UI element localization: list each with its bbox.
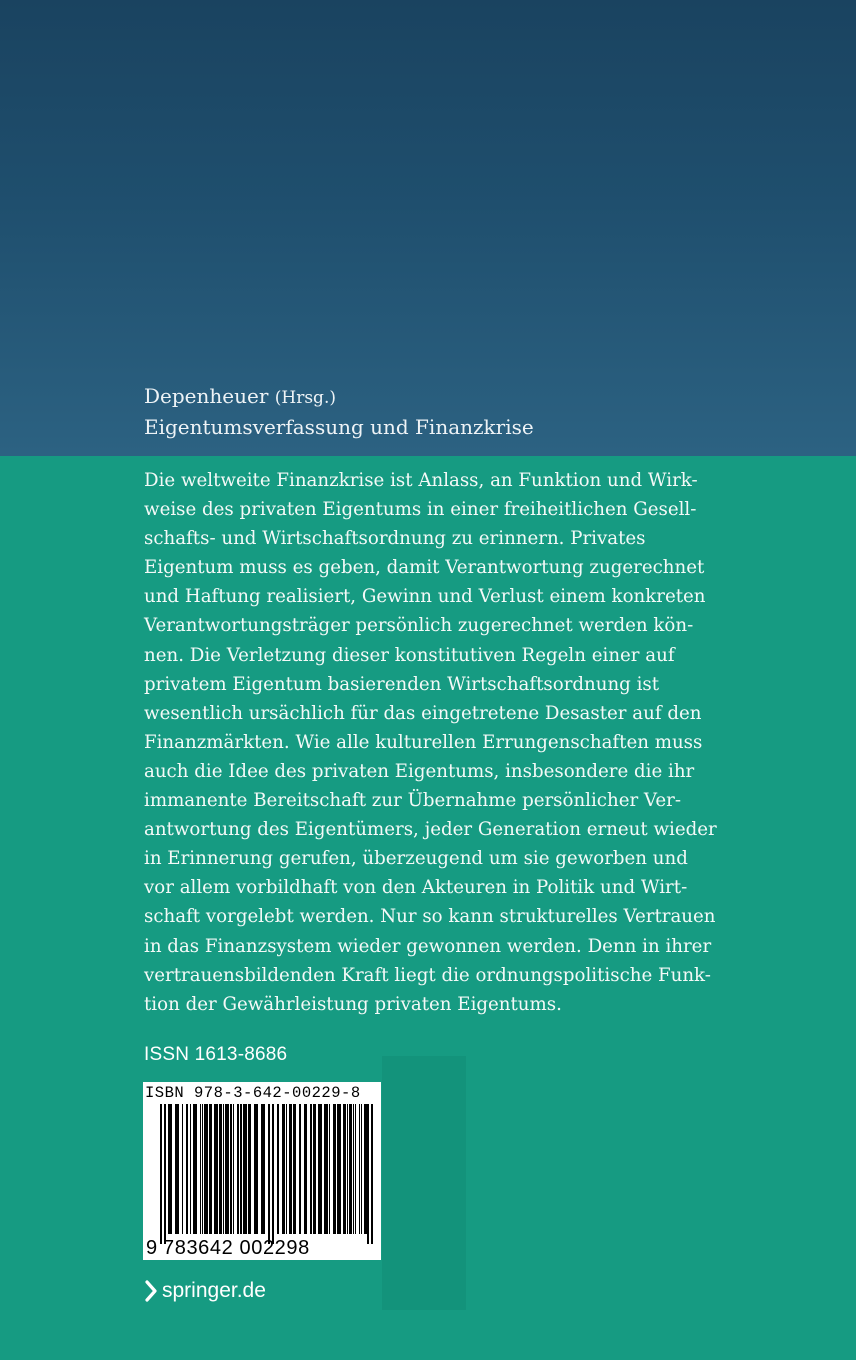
blurb-line: privatem Eigentum basierenden Wirtschaftsordnung ist (144, 673, 660, 695)
issn-label: ISSN 1613-8686 (144, 1044, 288, 1065)
isbn-barcode (143, 1082, 381, 1260)
blurb-line: Finanzmärkten. Wie alle kulturellen Errungenschaften muss (144, 731, 703, 753)
book-header (144, 382, 784, 442)
ean-first-digit: 9 (146, 1237, 158, 1259)
ean-digits: 783642 002298 (163, 1237, 310, 1259)
blurb-line: immanente Bereitschaft zur Übernahme persönlicher Ver- (144, 790, 682, 812)
blurb-line: wesentlich ursächlich für das eingetretene Desaster auf den (144, 702, 702, 724)
blurb-text (144, 466, 716, 1019)
barcode-bars (143, 1082, 381, 1260)
barcode-shadow (382, 1056, 466, 1310)
blurb-line: schafts- und Wirtschaftsordnung zu erinnern. Privates (144, 528, 646, 550)
blurb-line: auch die Idee des privaten Eigentums, insbesondere die ihr (144, 760, 695, 782)
blurb-line: und Haftung realisiert, Gewinn und Verlust einem konkreten (144, 586, 706, 608)
chevron-right-icon (144, 1280, 158, 1302)
editor-role: (Hrsg.) (274, 388, 336, 408)
isbn-text: ISBN 978-3-642-00229-8 (145, 1084, 361, 1102)
blurb-line: antwortung des Eigentümers, jeder Generation erneut wieder (144, 819, 717, 841)
blurb-line: weise des privaten Eigentums in einer freiheitlichen Gesell- (144, 499, 697, 521)
blurb-line: schaft vorgelebt werden. Nur so kann strukturelles Vertrauen (144, 906, 716, 928)
blurb-line: vor allem vorbildhaft von den Akteuren in Politik und Wirt- (144, 877, 688, 899)
blurb-line: Verantwortungsträger persönlich zugerechnet werden kön- (144, 615, 694, 637)
blurb-line: vertrauensbildenden Kraft liegt die ordnungspolitische Funk- (144, 964, 711, 986)
blurb-line: tion der Gewährleistung privaten Eigentums. (144, 993, 562, 1015)
book-title: Eigentumsverfassung und Finanzkrise (144, 415, 534, 439)
blurb-line: Eigentum muss es geben, damit Verantwortung zugerechnet (144, 557, 705, 579)
publisher-link[interactable] (144, 1276, 266, 1306)
blurb-line: nen. Die Verletzung dieser konstitutiven Regeln einer auf (144, 644, 675, 666)
blurb-line: Die weltweite Finanzkrise ist Anlass, an Funktion und Wirk- (144, 470, 698, 491)
editor-line (144, 382, 784, 413)
publisher-url: springer.de (162, 1279, 266, 1302)
blurb-line: in das Finanzsystem wieder gewonnen werden. Denn in ihrer (144, 935, 712, 957)
blurb-line: in Erinnerung gerufen, überzeugend um sie geworben und (144, 848, 688, 870)
editor-name: Depenheuer (144, 384, 269, 408)
